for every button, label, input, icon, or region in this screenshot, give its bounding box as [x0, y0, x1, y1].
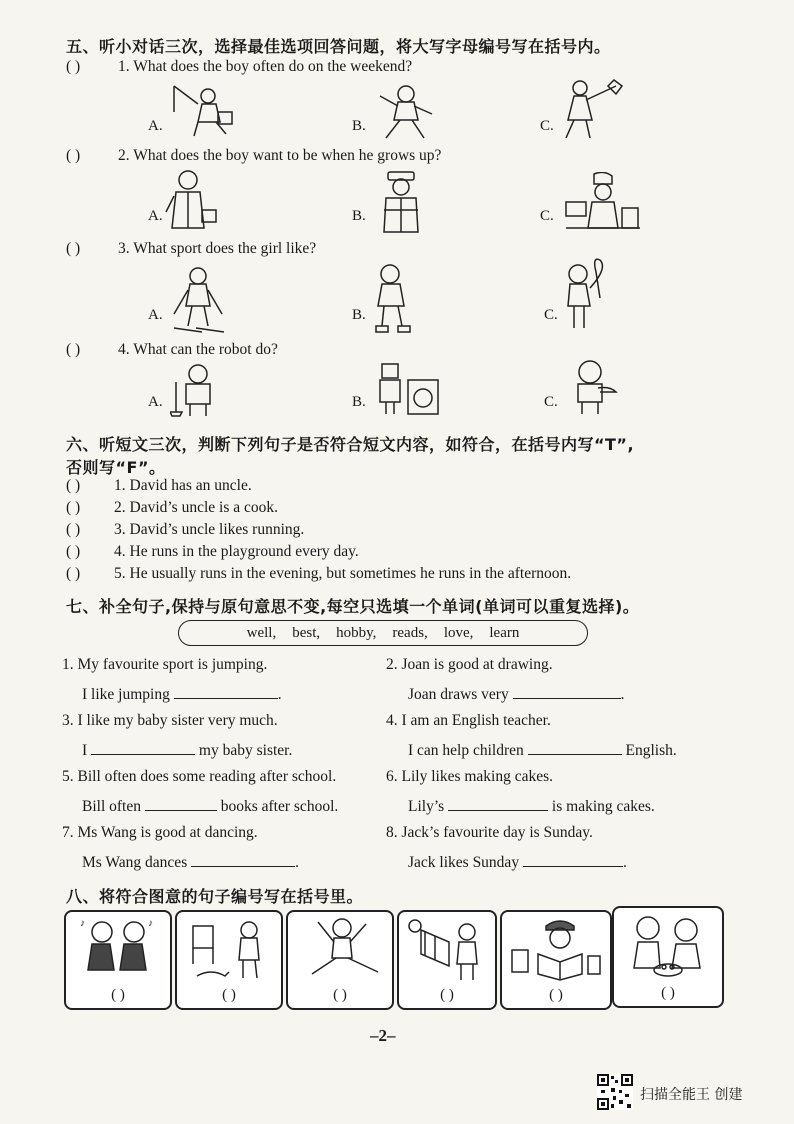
sentence-rewrite: Jack likes Sunday . — [408, 854, 627, 871]
section-8-title: 八、将符合图意的句子编号写在括号里。 — [66, 887, 364, 906]
fill-blank[interactable] — [513, 684, 621, 699]
question-5-1: ( ) 1. What does the boy often do on the weekend? — [66, 58, 413, 75]
option-b-label: B. — [352, 394, 366, 410]
section-5-title: 五、听小对话三次，选择最佳选项回答问题，将大写字母编号写在括号内。 — [66, 37, 611, 56]
boy-with-dog-icon — [187, 916, 273, 984]
tf-item: ( ) 5. He usually runs in the evening, but sometimes he runs in the afternoon. — [66, 565, 572, 582]
section-6-title-line1: 六、听短文三次，判断下列句子是否符合短文内容，如符合，在括号内写“T”, — [66, 435, 635, 454]
kite-flying-boy-icon[interactable] — [560, 76, 626, 147]
answer-bracket[interactable]: ( ) — [66, 341, 81, 358]
fill-blank[interactable] — [145, 796, 217, 811]
answer-bracket[interactable]: ( ) — [333, 987, 347, 1003]
option-b-label: B. — [352, 208, 366, 224]
sentence-rewrite: I can help children English. — [408, 742, 677, 759]
rope-skipping-girl-icon[interactable] — [556, 258, 610, 337]
option-c-label: C. — [540, 208, 554, 224]
sentence-original: 5. Bill often does some reading after school. — [62, 768, 337, 785]
option-c-label: C. — [544, 307, 558, 323]
option-a-label: A. — [148, 394, 163, 410]
sentence-original: 6. Lily likes making cakes. — [386, 768, 554, 785]
answer-bracket[interactable]: ( ) — [66, 543, 81, 560]
sentence-original: 3. I like my baby sister very much. — [62, 712, 278, 729]
option-a-label: A. — [148, 118, 163, 134]
option-a-label: A. — [148, 307, 163, 323]
sentence-rewrite: I like jumping . — [82, 686, 282, 703]
section-7-title: 七、补全句子,保持与原句意思不变,每空只选填一个单词(单词可以重复选择)。 — [66, 597, 640, 616]
word-bank-word: well, — [246, 625, 277, 641]
answer-bracket[interactable]: ( ) — [440, 987, 454, 1003]
word-bank-word: love, — [443, 625, 474, 641]
girls-with-cakes-icon — [622, 912, 714, 982]
option-c-label: C. — [540, 118, 554, 134]
picture-box-2 — [175, 910, 283, 1010]
exercising-man-icon — [298, 916, 384, 984]
dancing-boy-icon[interactable] — [376, 80, 436, 147]
fill-blank[interactable] — [448, 796, 548, 811]
answer-bracket[interactable]: ( ) — [111, 987, 125, 1003]
question-5-2: ( ) 2. What does the boy want to be when he grows up? — [66, 147, 442, 164]
robot-sweeping-icon[interactable] — [170, 362, 222, 423]
picture-box-3 — [286, 910, 394, 1010]
tf-item: ( ) 4. He runs in the playground every day. — [66, 543, 359, 560]
picture-box-5 — [500, 910, 612, 1010]
tf-item: ( ) 3. David’s uncle likes running. — [66, 521, 305, 538]
answer-bracket[interactable]: ( ) — [222, 987, 236, 1003]
option-b-label: B. — [352, 118, 366, 134]
sentence-rewrite: Lily’s is making cakes. — [408, 798, 655, 815]
sentence-rewrite: Bill often books after school. — [82, 798, 339, 815]
qr-code-icon — [597, 1074, 633, 1110]
fill-blank[interactable] — [174, 684, 278, 699]
word-bank-word: hobby, — [336, 625, 377, 641]
picture-box-1 — [64, 910, 172, 1010]
sentence-original: 7. Ms Wang is good at dancing. — [62, 824, 258, 841]
question-5-4: ( ) 4. What can the robot do? — [66, 341, 278, 358]
sentence-original: 8. Jack’s favourite day is Sunday. — [386, 824, 593, 841]
fishing-boy-icon[interactable] — [168, 82, 238, 145]
question-5-3: ( ) 3. What sport does the girl like? — [66, 240, 317, 257]
reading-boy-icon — [508, 916, 604, 984]
watermark-text: 扫描全能王 创建 — [640, 1087, 743, 1103]
fill-blank[interactable] — [528, 740, 622, 755]
answer-bracket[interactable]: ( ) — [66, 477, 81, 494]
answer-bracket[interactable]: ( ) — [661, 985, 675, 1001]
answer-bracket[interactable]: ( ) — [66, 565, 81, 582]
answer-bracket[interactable]: ( ) — [66, 240, 81, 257]
word-bank — [178, 620, 588, 646]
robot-washing-clothes-icon[interactable] — [378, 362, 440, 421]
fill-blank[interactable] — [191, 852, 295, 867]
police-officer-icon[interactable] — [372, 170, 430, 241]
volleyball-girl-icon — [405, 916, 489, 984]
skating-girl-icon[interactable] — [368, 262, 418, 339]
svg-text:♪: ♪ — [148, 918, 153, 929]
doctor-icon[interactable] — [160, 166, 220, 239]
sentence-rewrite: Joan draws very . — [408, 686, 625, 703]
singing-children-icon — [78, 916, 158, 982]
answer-bracket[interactable]: ( ) — [66, 521, 81, 538]
section-6-title-line2: 否则写“F”。 — [66, 458, 166, 477]
picture-box-6 — [612, 906, 724, 1008]
sentence-original: 2. Joan is good at drawing. — [386, 656, 553, 673]
word-bank-word: learn — [489, 625, 520, 641]
page-number: –2– — [370, 1026, 396, 1045]
answer-bracket[interactable]: ( ) — [66, 58, 81, 75]
fill-blank[interactable] — [91, 740, 195, 755]
tf-item: ( ) 2. David’s uncle is a cook. — [66, 499, 279, 516]
fill-blank[interactable] — [523, 852, 623, 867]
tf-item: ( ) 1. David has an uncle. — [66, 477, 252, 494]
svg-text:♪: ♪ — [80, 918, 85, 929]
sentence-rewrite: Ms Wang dances . — [82, 854, 299, 871]
option-b-label: B. — [352, 307, 366, 323]
option-a-label: A. — [148, 208, 163, 224]
sentence-rewrite: I my baby sister. — [82, 742, 293, 759]
picture-box-4 — [397, 910, 497, 1010]
chef-icon[interactable] — [564, 172, 642, 235]
option-c-label: C. — [544, 394, 558, 410]
word-bank-word: best, — [292, 625, 321, 641]
answer-bracket[interactable]: ( ) — [66, 147, 81, 164]
robot-serving-food-icon[interactable] — [566, 358, 618, 421]
sentence-original: 4. I am an English teacher. — [386, 712, 551, 729]
answer-bracket[interactable]: ( ) — [66, 499, 81, 516]
word-bank-word: reads, — [392, 625, 428, 641]
answer-bracket[interactable]: ( ) — [549, 987, 563, 1003]
skiing-girl-icon[interactable] — [168, 264, 228, 339]
sentence-original: 1. My favourite sport is jumping. — [62, 656, 268, 673]
